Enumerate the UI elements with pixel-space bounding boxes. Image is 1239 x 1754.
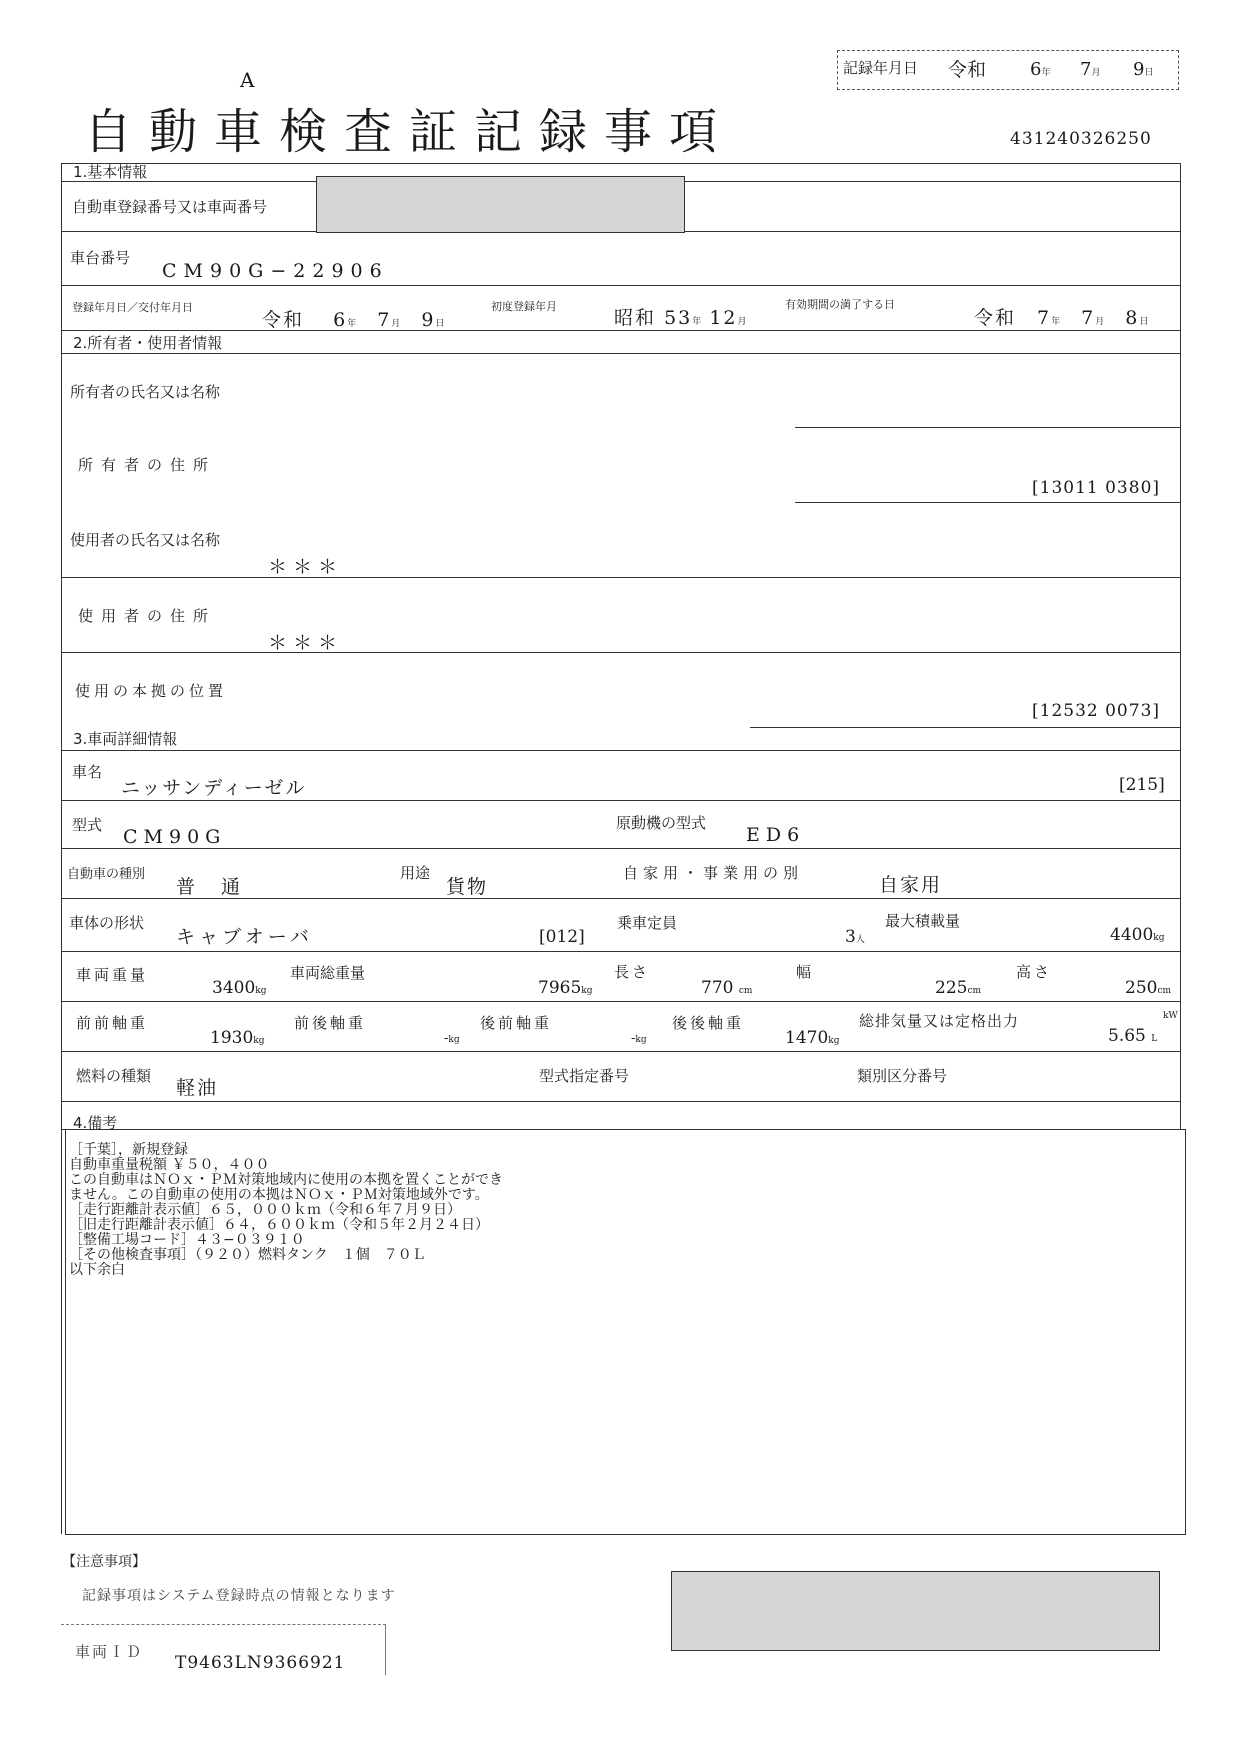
rear-rear-axle-label: 後後軸重: [672, 1014, 745, 1032]
text-segment: [61, 353, 1181, 354]
private-commercial-label: 自家用・事業用の別: [623, 864, 804, 882]
capacity-label: 乗車定員: [617, 914, 678, 932]
height-value: [1125, 980, 1171, 997]
text-segment: 12: [709, 307, 738, 329]
owner-name-label: 所有者の氏名又は名称: [70, 383, 221, 401]
text-segment: [61, 800, 1181, 801]
user-address: ＊＊＊: [268, 632, 344, 654]
text-segment: 5.65: [1108, 1026, 1146, 1046]
max-load-value: [1110, 927, 1164, 944]
remark-line: ［その他検査事項］（９２０）燃料タンク １個 ７０Ｌ: [69, 1247, 426, 1263]
unit: 月: [1095, 317, 1105, 327]
gross-weight-value: [538, 980, 592, 997]
text-segment: 3: [845, 927, 856, 947]
expiry-date: [974, 309, 1148, 328]
first-reg-label: 初度登録年月: [491, 300, 557, 313]
base-location-code: [12532 0073]: [1032, 701, 1161, 721]
unit: kg: [448, 1035, 460, 1045]
text-segment: [61, 577, 1181, 578]
remark-line: ません。この自動車の使用の本拠はＮＯｘ・ＰＭ対策地域外です。: [69, 1187, 489, 1203]
engine-value: ED6: [746, 824, 806, 846]
text-segment: [1080, 61, 1100, 79]
unit: 日: [435, 319, 445, 329]
front-front-axle-label: 前前軸重: [76, 1014, 149, 1032]
reg-number-label: 自動車登録番号又は車両番号: [72, 198, 268, 216]
expiry-label: 有効期間の満了する日: [785, 298, 895, 311]
unit: kg: [635, 1035, 647, 1045]
max-load-label: 最大積載量: [885, 912, 961, 930]
private-commercial-value: 自家用: [879, 874, 943, 896]
form-mark: A: [240, 68, 255, 92]
width-value: [935, 980, 981, 997]
text-segment: [61, 1101, 1181, 1102]
text-segment: 3400: [212, 978, 256, 998]
text-segment: 225: [935, 978, 968, 998]
record-date-month: 7: [1080, 59, 1092, 80]
text-segment: 4400: [1110, 925, 1154, 945]
rear-front-axle-label: 後前軸重: [480, 1014, 553, 1032]
type-designation-label: 型式指定番号: [539, 1067, 630, 1085]
owner-address-label: 所有者の住所: [78, 456, 217, 474]
record-date-era: 令和: [948, 59, 987, 81]
front-front-axle-value: [210, 1030, 264, 1047]
text-segment: [750, 727, 1180, 728]
text-segment: 令和: [262, 309, 305, 331]
use-label: 用途: [400, 864, 431, 882]
text-segment: [61, 1001, 1181, 1002]
remark-line: 自動車重量税額 ￥５０，４００: [69, 1157, 270, 1173]
record-date-box: [837, 50, 1179, 90]
gross-weight-label: 車両総重量: [290, 964, 366, 982]
base-location-label: 使用の本拠の位置: [75, 682, 228, 700]
rear-front-axle-value: [631, 1032, 647, 1045]
page-title: 自動車検査証記録事項: [84, 104, 735, 160]
vehicle-type: 普 通: [176, 876, 251, 898]
text-segment: 7965: [538, 978, 582, 998]
unit: kg: [1153, 933, 1165, 943]
vehicle-type-label: 自動車の種別: [67, 867, 146, 882]
remark-line: ［旧走行距離計表示値］６４，６００ｋｍ（令和５年２月２４日）: [69, 1217, 489, 1233]
height-label: 高さ: [1016, 963, 1053, 981]
text-segment: [61, 163, 1181, 164]
unit: cm: [738, 986, 753, 996]
length-label: 長さ: [614, 963, 651, 981]
text-segment: 770: [701, 978, 734, 998]
text-segment: [1185, 1129, 1186, 1534]
section-owner-heading: 2.所有者・使用者情報: [73, 334, 223, 352]
model-label: 型式: [72, 816, 103, 834]
unit: kg: [253, 1036, 265, 1046]
text-segment: 令和: [974, 307, 1017, 329]
text-segment: [61, 898, 1181, 899]
engine-label: 原動機の型式: [616, 814, 707, 832]
record-date-label: 記録年月日: [843, 59, 919, 77]
unit: 日: [1139, 317, 1149, 327]
user-name-label: 使用者の氏名又は名称: [70, 531, 221, 549]
unit: kg: [255, 986, 267, 996]
notice-text: 記録事項はシステム登録時点の情報となります: [82, 1588, 396, 1604]
text-segment: [65, 1534, 1186, 1535]
remark-line: 以下余白: [69, 1262, 125, 1278]
text-segment: [61, 652, 1181, 653]
redacted-reg-number: [316, 176, 685, 233]
text-segment: 8: [1125, 307, 1140, 329]
reg-date: [262, 311, 444, 330]
text-segment: [61, 1129, 1186, 1130]
car-name-label: 車名: [72, 763, 103, 781]
text-segment: 7: [377, 309, 392, 331]
car-name-code: [215]: [1119, 775, 1165, 795]
unit: 月: [1091, 68, 1101, 78]
unit: kg: [828, 1036, 840, 1046]
unit: 年: [1041, 68, 1051, 78]
user-name: ＊＊＊: [268, 556, 344, 578]
fuel-label: 燃料の種類: [76, 1067, 152, 1085]
text-segment: 昭和: [614, 307, 657, 329]
capacity-value: [845, 929, 865, 946]
unit: 人: [855, 935, 865, 945]
notice-heading: 【注意事項】: [62, 1554, 146, 1570]
unit: 月: [391, 319, 401, 329]
text-segment: [795, 427, 1180, 428]
model-value: CM90G: [123, 826, 227, 848]
weight-label: 車両重量: [76, 966, 149, 984]
fuel-value: 軽油: [176, 1077, 219, 1099]
vehicle-id-label: 車両ＩＤ: [75, 1643, 144, 1661]
redacted-box: [671, 1571, 1160, 1651]
section-vehicle-heading: 3.車両詳細情報: [73, 730, 178, 748]
remark-line: ［整備工場コード］４３−０３９１０: [69, 1232, 305, 1248]
text-segment: [795, 502, 1180, 503]
text-segment: 7: [1037, 307, 1052, 329]
unit: cm: [1157, 986, 1172, 996]
user-address-label: 使用者の住所: [78, 607, 217, 625]
text-segment: 6: [333, 309, 348, 331]
remarks-text: [69, 1143, 503, 1278]
section-basic-heading: 1.基本情報: [73, 163, 148, 181]
unit: 年: [692, 317, 702, 327]
width-label: 幅: [796, 963, 812, 981]
unit: 月: [737, 317, 747, 327]
remark-line: ［千葉］，新規登録: [69, 1142, 188, 1158]
text-segment: [61, 1051, 1181, 1052]
unit: 年: [347, 319, 357, 329]
remark-line: この自動車はＮＯｘ・ＰＭ対策地域内に使用の本拠を置くことができ: [69, 1172, 503, 1188]
unit-kw: kW: [1163, 1011, 1178, 1021]
displacement-label: 総排気量又は定格出力: [859, 1012, 1020, 1030]
unit: 年: [1051, 317, 1061, 327]
text-segment: [1133, 61, 1153, 79]
text-segment: 9: [421, 309, 436, 331]
document-number: 431240326250: [1010, 129, 1152, 149]
text-segment: 1930: [210, 1028, 254, 1048]
reg-date-label: 登録年月日／交付年月日: [72, 301, 193, 314]
chassis-label: 車台番号: [70, 249, 131, 267]
body-shape: キャブオーバ: [176, 926, 313, 948]
record-date-year: 6: [1030, 59, 1042, 80]
unit: cm: [967, 986, 982, 996]
displacement-value: [1108, 1028, 1157, 1045]
rear-rear-axle-value: [785, 1030, 839, 1047]
text-segment: [61, 848, 1181, 849]
unit: L: [1151, 1034, 1158, 1044]
text-segment: [65, 1129, 66, 1534]
section-remarks-heading: 4.備考: [73, 1114, 118, 1132]
text-segment: 250: [1125, 978, 1158, 998]
text-segment: [61, 951, 1181, 952]
front-rear-axle-value: [444, 1032, 460, 1045]
front-rear-axle-label: 前後軸重: [294, 1014, 367, 1032]
first-reg-date: [614, 309, 747, 328]
chassis-value: CM90G−22906: [162, 260, 389, 282]
body-shape-code: [012]: [539, 927, 585, 947]
length-value: [701, 980, 752, 997]
use-value: 貨物: [446, 876, 489, 898]
car-name: ニッサンディーゼル: [121, 777, 307, 799]
unit: kg: [581, 986, 593, 996]
category-number-label: 類別区分番号: [857, 1067, 948, 1085]
text-segment: -: [444, 1031, 449, 1046]
unit: 日: [1144, 68, 1154, 78]
text-segment: -: [631, 1031, 636, 1046]
record-date-day: 9: [1133, 59, 1145, 80]
text-segment: [1030, 61, 1050, 79]
text-segment: [1180, 163, 1181, 1129]
text-segment: [61, 330, 1181, 331]
text-segment: 1470: [785, 1028, 829, 1048]
body-shape-label: 車体の形状: [69, 914, 145, 932]
text-segment: [61, 750, 1181, 751]
vehicle-id-value: T9463LN9366921: [175, 1653, 346, 1673]
text-segment: 53: [664, 307, 693, 329]
weight-value: [212, 980, 266, 997]
owner-address-code: [13011 0380]: [1032, 478, 1161, 498]
remark-line: ［走行距離計表示値］６５，０００ｋｍ（令和６年７月９日）: [69, 1202, 461, 1218]
text-segment: [61, 285, 1181, 286]
text-segment: 7: [1081, 307, 1096, 329]
